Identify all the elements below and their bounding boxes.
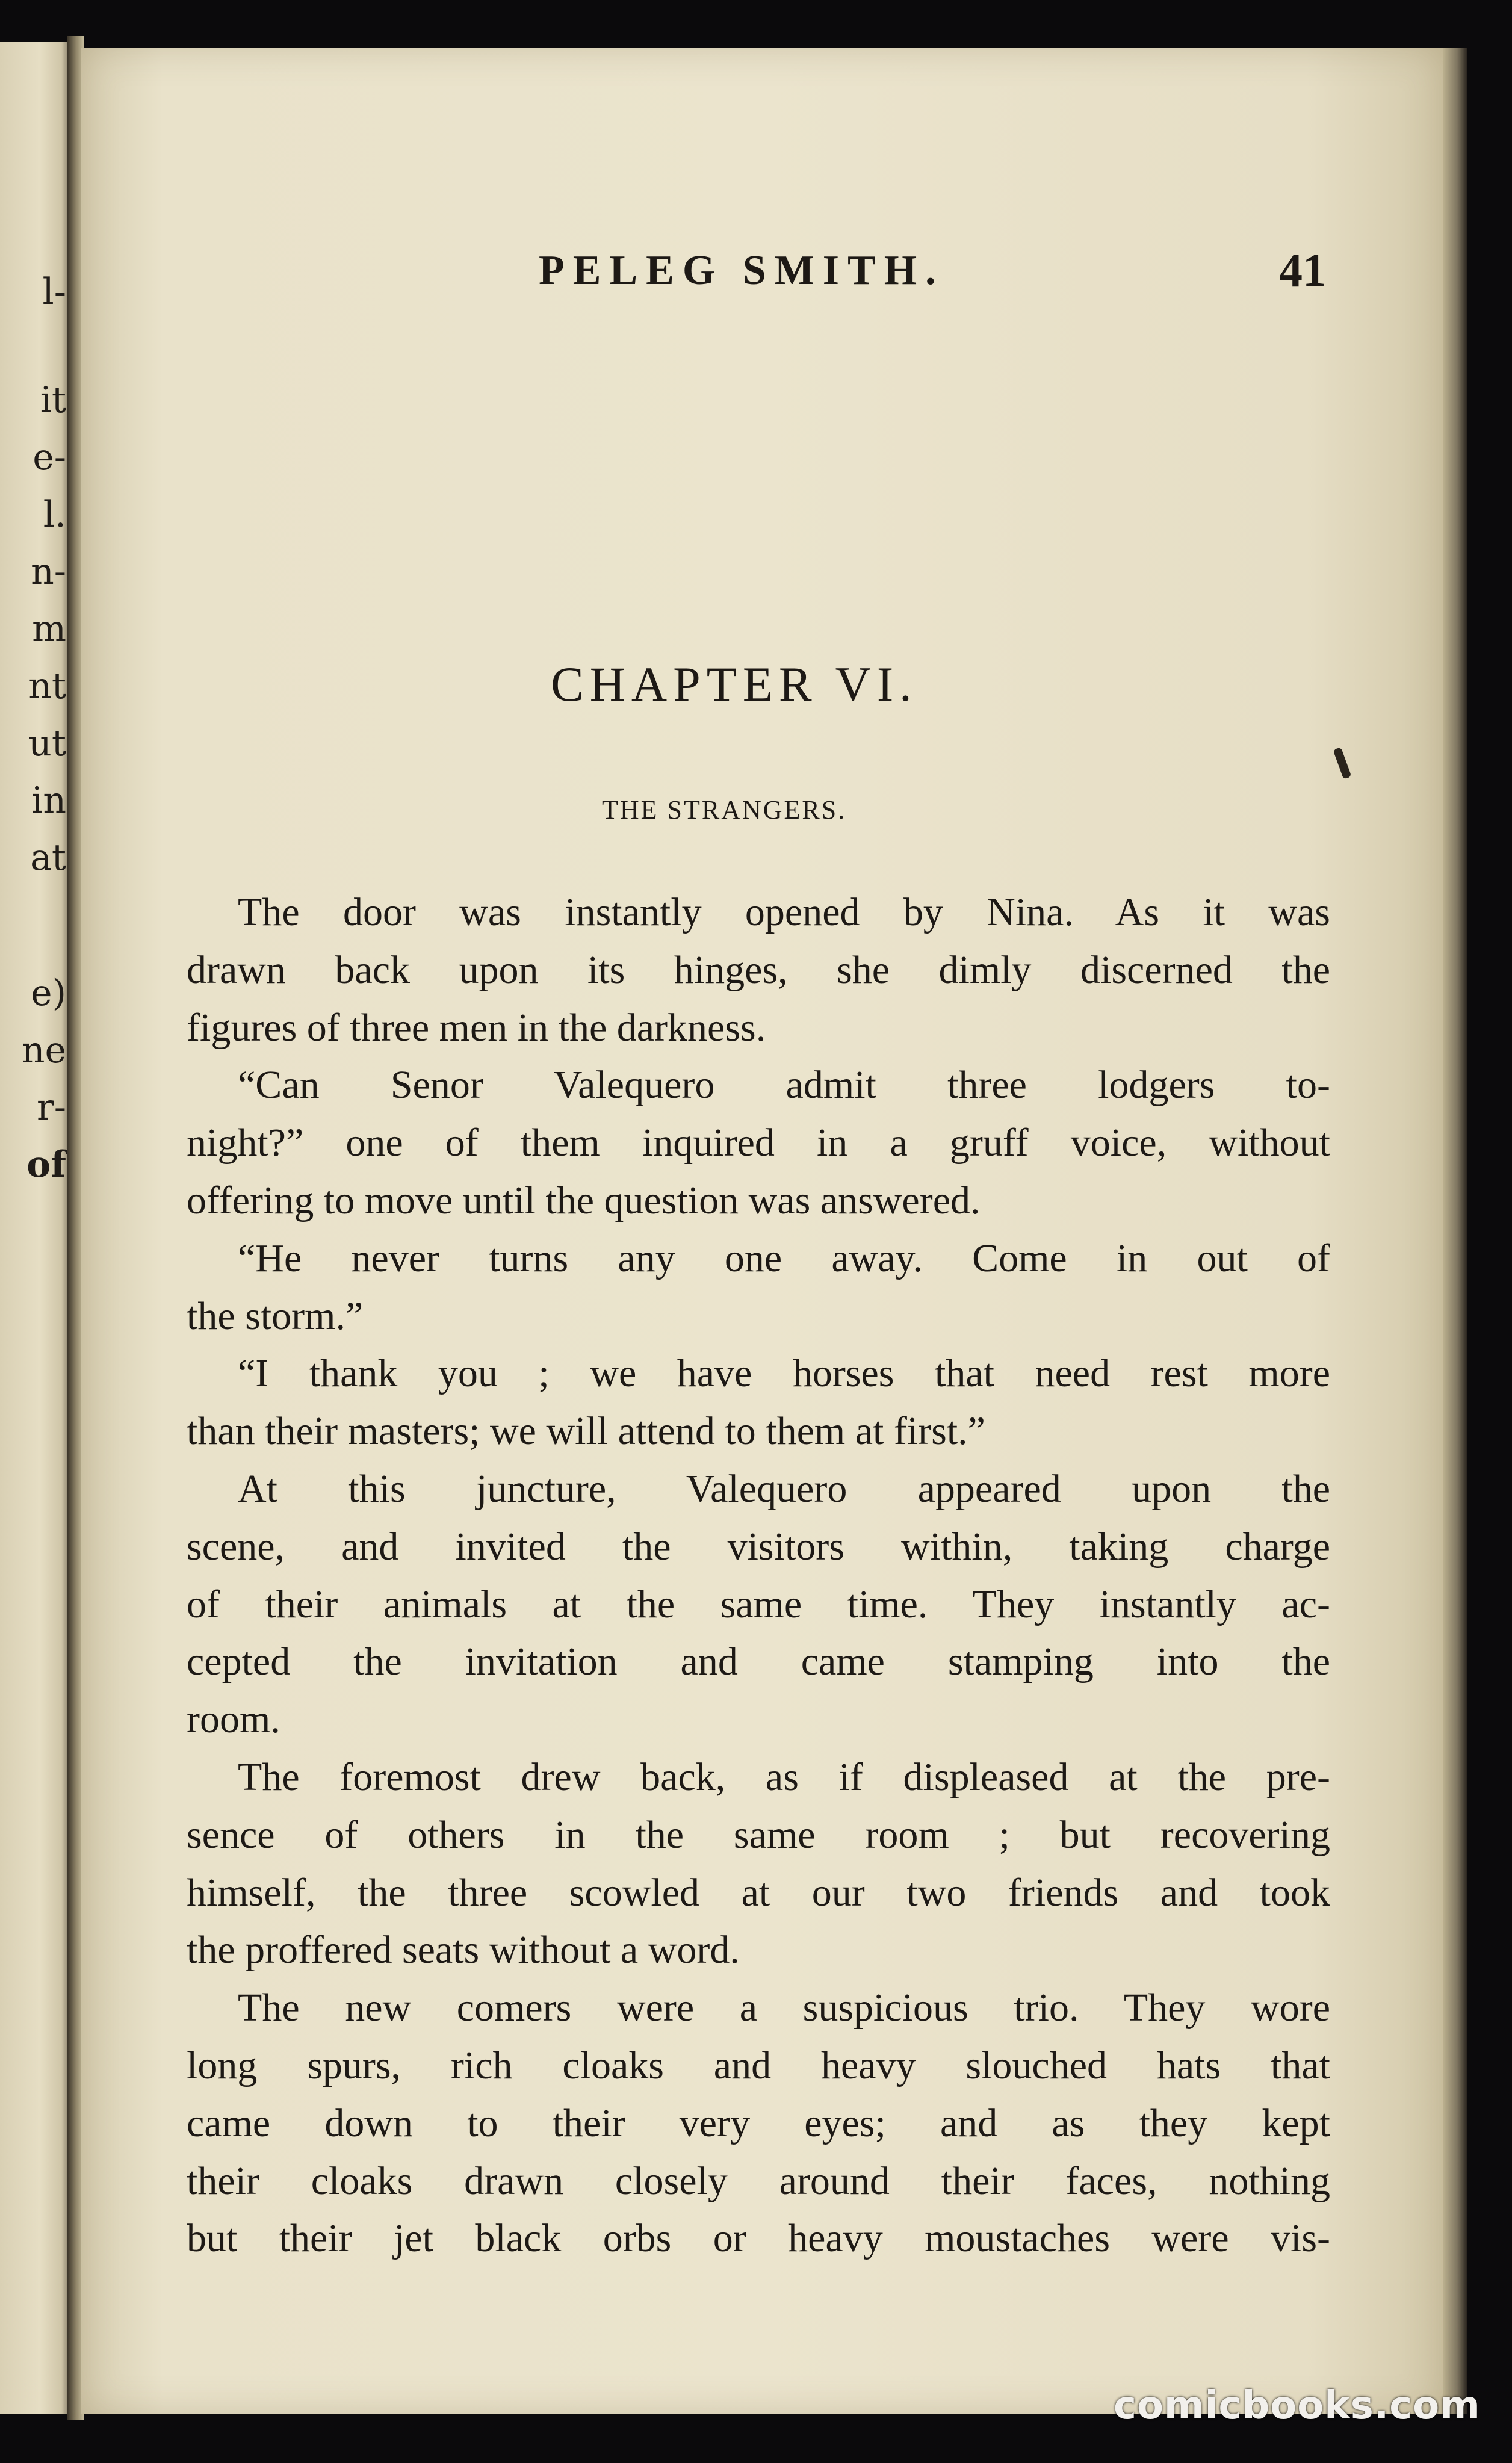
text-line: himself, the three scowled at our two friends and took (187, 1870, 1330, 1915)
page-edge-shadow (1443, 48, 1467, 2414)
book-page (81, 48, 1443, 2414)
watermark: comicbooks.com (1114, 2384, 1481, 2428)
text-line: The foremost drew back, as if displeased at the pre- (238, 1755, 1330, 1799)
text-line: “I thank you ; we have horses that need rest more (238, 1351, 1330, 1396)
text-line: The new comers were a suspicious trio. They wore (238, 1986, 1330, 2030)
prev-page-fragment: of (26, 1144, 66, 1186)
prev-page-fragment: r- (37, 1086, 66, 1129)
text-line: night?” one of them inquired in a gruff voice, without (187, 1121, 1330, 1165)
prev-page-fragment: ut (28, 722, 66, 764)
text-line: At this juncture, Valequero appeared upon the (238, 1466, 1330, 1511)
text-line: came down to their very eyes; and as they kept (187, 2101, 1330, 2145)
chapter-heading: CHAPTER VI. (551, 657, 918, 711)
text-line: but their jet black orbs or heavy moustaches were vis- (187, 2216, 1330, 2261)
text-line: room. (187, 1697, 280, 1742)
text-line: The door was instantly opened by Nina. As it was (238, 890, 1330, 934)
prev-page-fragment: in (31, 779, 66, 822)
prev-page-fragment: n- (31, 551, 66, 593)
text-line: the storm.” (187, 1293, 364, 1338)
text-line: of their animals at the same time. They instantly ac- (187, 1582, 1330, 1626)
ink-mark (1333, 747, 1352, 779)
text-line: long spurs, rich cloaks and heavy slouched hats that (187, 2043, 1330, 2087)
prev-page-fragment: e- (33, 436, 66, 479)
prev-page-fragment: at (30, 837, 66, 879)
prev-page-fragment: nt (28, 665, 66, 707)
running-head: PELEG SMITH. (539, 247, 944, 294)
text-line: “Can Senor Valequero admit three lodgers to- (238, 1063, 1330, 1108)
prev-page-fragment: e) (31, 972, 66, 1014)
prev-page-fragment: ne (21, 1029, 66, 1071)
prev-page-fragment: m (32, 608, 66, 650)
text-line: figures of three men in the darkness. (187, 1005, 766, 1050)
text-line: scene, and invited the visitors within, taking charge (187, 1524, 1330, 1569)
text-line: sence of others in the same room ; but recovering (187, 1812, 1330, 1857)
prev-page-fragment: l. (43, 494, 66, 536)
body-text (187, 884, 1330, 2267)
text-line: their cloaks drawn closely around their faces, nothing (187, 2158, 1330, 2203)
text-line: drawn back upon its hinges, she dimly discerned the (187, 947, 1330, 992)
text-line: than their masters; we will attend to them at first.” (187, 1409, 985, 1454)
text-line: the proffered seats without a word. (187, 1928, 740, 1972)
previous-page-edge (0, 42, 72, 2414)
text-line: cepted the invitation and came stamping into the (187, 1640, 1330, 1684)
chapter-subtitle: THE STRANGERS. (602, 795, 847, 825)
prev-page-fragment: l- (42, 271, 66, 313)
page-number: 41 (1279, 244, 1326, 296)
prev-page-fragment: it (40, 379, 66, 421)
text-line: “He never turns any one away. Come in out of (238, 1236, 1330, 1280)
text-line: offering to move until the question was answered. (187, 1178, 981, 1222)
